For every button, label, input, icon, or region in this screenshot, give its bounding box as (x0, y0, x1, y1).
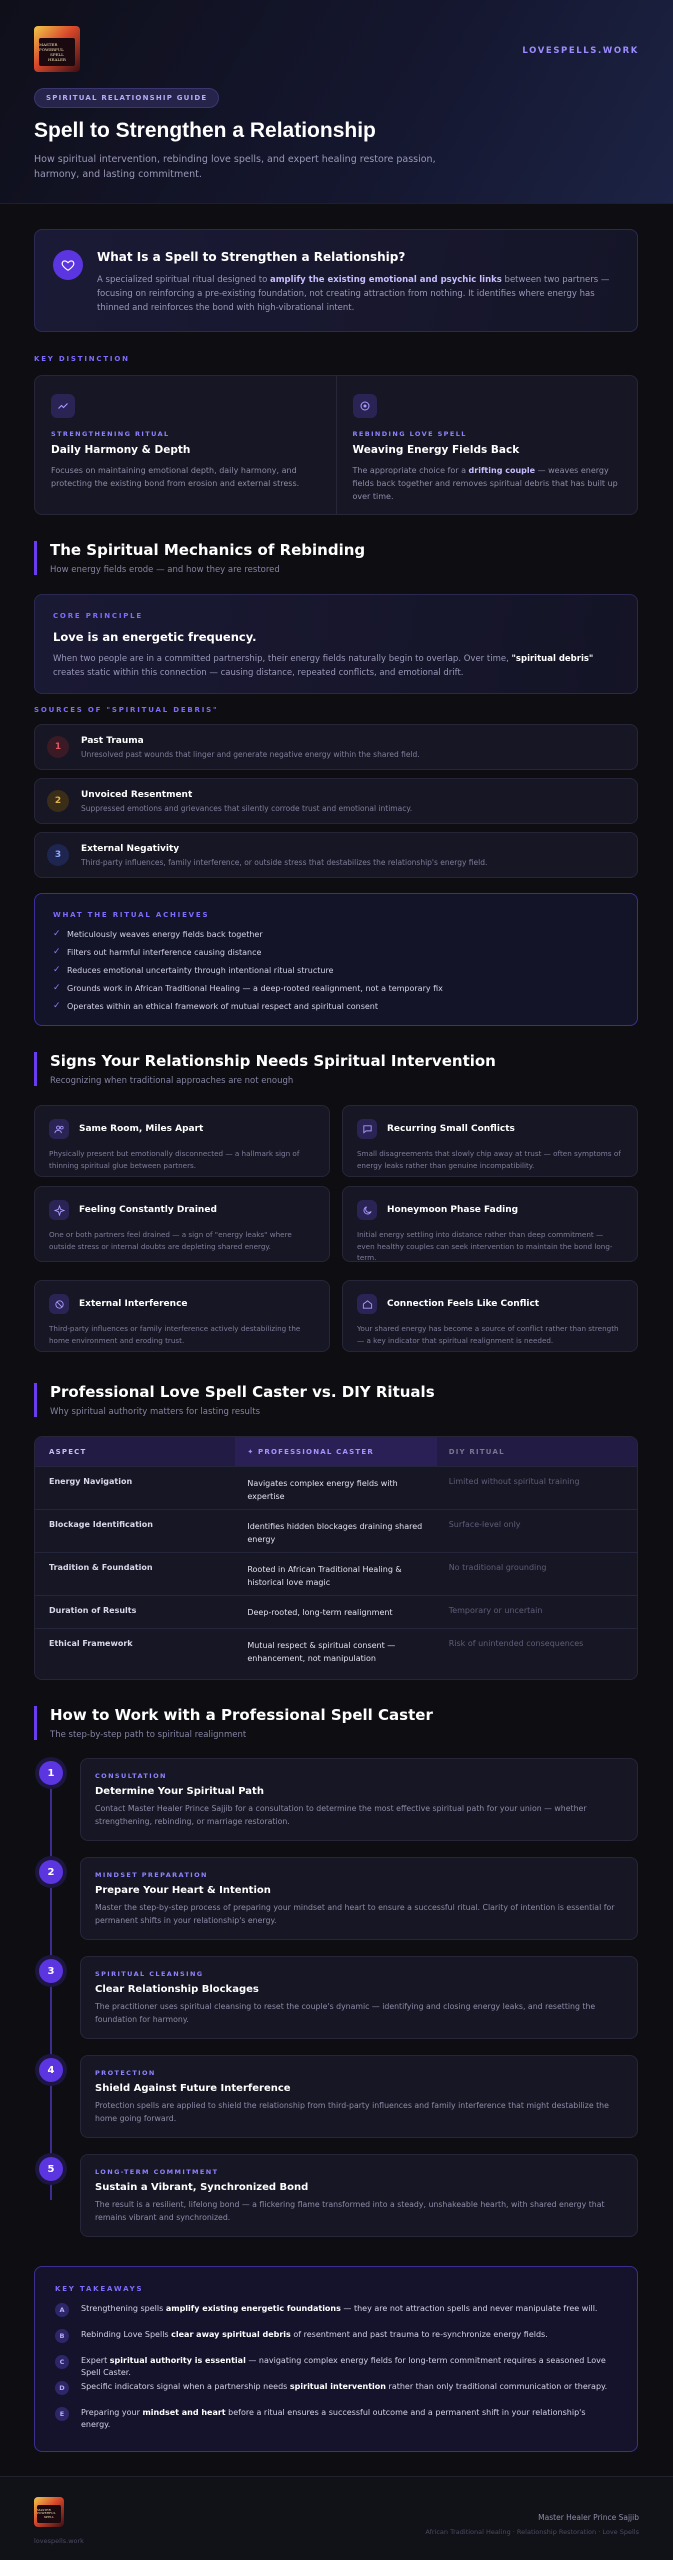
table-cell: Tradition & Foundation (49, 1563, 153, 1572)
achieve-text: Grounds work in African Traditional Healing — a deep-rooted realignment, not a temporary fix (67, 983, 443, 993)
source-text: Unresolved past wounds that linger and generate negative energy within the shared field. (81, 749, 420, 759)
logo-line: SPELL (43, 2514, 55, 2519)
chat-icon (357, 1119, 377, 1139)
takeaway-part: Specific indicators signal when a partnership needs (81, 2382, 290, 2391)
section-title: Professional Love Spell Caster vs. DIY Rituals (50, 1383, 435, 1401)
step-number: 3 (39, 1959, 63, 1983)
takeaway-part: Expert (81, 2356, 110, 2365)
section-subtitle: How energy fields erode — and how they are restored (50, 565, 280, 575)
sign-head (49, 1200, 315, 1220)
section-title: The Spiritual Mechanics of Rebinding (50, 541, 366, 559)
section-subtitle: The step-by-step path to spiritual realignment (50, 1730, 247, 1740)
distinction-right (336, 376, 638, 514)
table-cell: Rooted in African Traditional Healing & historical love magic (247, 1565, 402, 1587)
sign-title: External Interference (79, 1299, 188, 1309)
step-number: 2 (39, 1860, 63, 1884)
sparkle-icon (49, 1200, 69, 1220)
sign-text: One or both partners feel drained — a sign of "energy leaks" where outside stress or internal doubts are depleting shared energy. (49, 1230, 292, 1251)
sign-text: Third-party influences or family interference actively destabilizing the home environment and eroding trust. (49, 1324, 301, 1345)
sign-card (34, 1186, 330, 1262)
takeaway-bold: mindset and heart (142, 2408, 226, 2417)
source-item (34, 778, 638, 824)
sign-text: Initial energy settling into distance rather than deep commitment — even healthy couples can seek intervention to maintain the bond long-term. (357, 1230, 613, 1262)
people-icon (49, 1119, 69, 1139)
source-body (81, 844, 487, 867)
achieve-item (53, 961, 619, 979)
takeaway-part: rather than only traditional communication or therapy. (385, 2382, 608, 2391)
intro-card (34, 229, 638, 332)
step-text: The result is a resilient, lifelong bond — a flickering flame transformed into a steady, unshakeable hearth, with shared energy that remains vibrant and synchronized. (95, 2200, 605, 2222)
takeaway-item (55, 2303, 617, 2327)
step-text: Protection spells are applied to shield the relationship from third-party influences and family interference that might destabilize the home going forward. (95, 2101, 609, 2123)
logo-line: MASTER POWERFUL (37, 2507, 56, 2516)
intro-text (97, 273, 619, 315)
distinction-tag: REBINDING LOVE SPELL (352, 430, 467, 438)
table-row (35, 1595, 637, 1628)
achieve-text: Operates within an ethical framework of mutual respect and spiritual consent (67, 1001, 379, 1011)
section-title: Signs Your Relationship Needs Spiritual Intervention (50, 1052, 496, 1070)
core-text-bold: "spiritual debris" (511, 654, 594, 664)
takeaway-text (81, 2407, 617, 2431)
comparison-table (34, 1436, 638, 1680)
logo-line: MASTER POWERFUL (39, 42, 64, 52)
distinction-left (35, 376, 336, 514)
sign-title: Connection Feels Like Conflict (387, 1299, 540, 1309)
header-cell: DIY RITUAL (448, 1447, 505, 1456)
step-card (80, 1857, 638, 1940)
table-cell: Limited without spiritual training (448, 1477, 580, 1486)
table-cell: Ethical Framework (49, 1639, 133, 1648)
takeaways-list (55, 2303, 617, 2431)
source-text: Third-party influences, family interference, or outside stress that destabilizes the relationship's energy field. (81, 857, 488, 867)
takeaway-letter: A (55, 2303, 69, 2317)
takeaway-bold: spiritual intervention (289, 2382, 386, 2391)
sources-eyebrow: SOURCES OF "SPIRITUAL DEBRIS" (34, 706, 219, 714)
source-title: Unvoiced Resentment (81, 789, 193, 800)
sign-title: Feeling Constantly Drained (79, 1205, 217, 1215)
home-icon (357, 1294, 377, 1314)
check-icon: ✓ (53, 983, 61, 993)
distinction-text-part: — weaves energy fields back together and removes spiritual debris that has built up over time. (352, 466, 618, 501)
step-tag: LONG-TERM COMMITMENT (95, 2168, 219, 2176)
check-icon: ✓ (53, 1001, 61, 1011)
logo-text (39, 38, 75, 66)
step-text: The practitioner uses spiritual cleansing to reset the couple's dynamic — identifying and closing energy leaks, and resetting the foundation for harmony. (95, 2002, 596, 2024)
takeaway-item (55, 2381, 617, 2405)
step-number: 5 (39, 2157, 63, 2181)
table-cell: Blockage Identification (49, 1520, 153, 1529)
guide-pill: SPIRITUAL RELATIONSHIP GUIDE (34, 88, 219, 108)
source-number: 1 (47, 736, 69, 758)
page-lead: How spiritual intervention, rebinding love spells, and expert healing restore passion, harmony, and lasting commitment. (34, 154, 436, 180)
takeaway-text (81, 2355, 617, 2379)
sign-card (342, 1186, 638, 1262)
table-row (35, 1628, 637, 1671)
achieve-tag: WHAT THE RITUAL ACHIEVES (53, 911, 210, 919)
distinction-text: Focuses on maintaining emotional depth, daily harmony, and protecting the existing bond from erosion and external stress. (51, 466, 300, 488)
table-row (35, 1509, 637, 1552)
step-card (80, 1956, 638, 2039)
table-cell: Identifies hidden blockages draining shared energy (247, 1522, 423, 1544)
sign-text: Small disagreements that slowly chip away at trust — often symptoms of energy leaks rather than genuine incompatibility. (357, 1149, 621, 1170)
heart-icon (53, 250, 83, 280)
page-footer (0, 2476, 673, 2560)
check-icon: ✓ (53, 947, 61, 957)
check-icon: ✓ (53, 929, 61, 939)
takeaway-part: before a ritual ensures a successful outcome and a permanent shift in your relationship's energy. (81, 2408, 586, 2429)
step-card (80, 2154, 638, 2237)
step-title: Prepare Your Heart & Intention (95, 1885, 271, 1896)
takeaway-part: — they are not attraction spells and never manipulate free will. (340, 2304, 598, 2313)
section-title: How to Work with a Professional Spell Caster (50, 1706, 433, 1724)
distinction-text-part: The appropriate choice for a (352, 466, 469, 475)
comparison-heading (34, 1383, 638, 1417)
table-cell: Risk of unintended consequences (448, 1639, 584, 1648)
footer-sub: African Traditional Healing · Relationship Restoration · Love Spells (425, 2528, 639, 2536)
intro-text-part: between two partners — focusing on reinforcing a pre-existing foundation, not creating attraction from nothing. It identifies where energy has thinned and reinforces the bond with high-vibrational intent. (97, 275, 610, 313)
step-number: 4 (39, 2058, 63, 2082)
table-row (35, 1552, 637, 1595)
source-number: 2 (47, 790, 69, 812)
step-title: Shield Against Future Interference (95, 2083, 291, 2094)
takeaways-tag: KEY TAKEAWAYS (55, 2285, 144, 2293)
distinction-text-bold: drifting couple (468, 466, 536, 475)
core-principle-card (34, 594, 638, 694)
step-card (80, 2055, 638, 2138)
achieve-text: Filters out harmful interference causing distance (67, 947, 262, 957)
source-item (34, 724, 638, 770)
step-tag: MINDSET PREPARATION (95, 1871, 208, 1879)
achieve-text: Meticulously weaves energy fields back together (67, 929, 263, 939)
header-cell: ASPECT (49, 1447, 87, 1456)
step-title: Determine Your Spiritual Path (95, 1786, 264, 1797)
sign-head (357, 1294, 623, 1314)
footer-name: Master Healer Prince Sajjib (538, 2513, 639, 2522)
step-title: Clear Relationship Blockages (95, 1984, 259, 1995)
takeaway-bold: clear away spiritual debris (171, 2330, 291, 2339)
sign-text: Your shared energy has become a source of conflict rather than strength — a key indicator that spiritual realignment is needed. (357, 1324, 619, 1345)
takeaway-bold: spiritual authority is essential (109, 2356, 246, 2365)
step-text: Master the step-by-step process of preparing your mindset and heart to ensure a successful ritual. Clarity of intention is essential for permanent shifts in your relationship's energy. (95, 1903, 615, 1925)
achieve-item (53, 979, 619, 997)
takeaway-part: Preparing your (81, 2408, 143, 2417)
footer-logo[interactable] (34, 2497, 64, 2527)
takeaway-text (81, 2329, 548, 2341)
mechanics-heading (34, 541, 638, 575)
distinction-tag: STRENGTHENING RITUAL (51, 430, 170, 438)
distinction-eyebrow: KEY DISTINCTION (34, 355, 130, 363)
takeaway-letter: E (55, 2407, 69, 2421)
step-text: Contact Master Healer Prince Sajjib for a consultation to determine the most effective spiritual path for your union — whether strengthening, rebinding, or marriage restoration. (95, 1804, 587, 1826)
table-cell: Mutual respect & spiritual consent — enhancement, not manipulation (247, 1641, 396, 1663)
logo-line: HEALER (48, 57, 66, 62)
process-heading (34, 1706, 638, 1740)
achieve-list (53, 925, 619, 1015)
source-body (81, 736, 420, 759)
takeaway-bold: amplify existing energetic foundations (165, 2304, 341, 2313)
step-tag: SPIRITUAL CLEANSING (95, 1970, 204, 1978)
achieve-item (53, 943, 619, 961)
step-title: Sustain a Vibrant, Synchronized Bond (95, 2182, 309, 2193)
page-title: Spell to Strengthen a Relationship (34, 119, 376, 142)
sign-head (357, 1200, 623, 1220)
distinction-title: Weaving Energy Fields Back (352, 444, 520, 456)
check-icon: ✓ (53, 965, 61, 975)
site-link[interactable]: LOVESPELLS.WORK (522, 46, 639, 56)
takeaway-text (81, 2303, 597, 2315)
takeaway-part: — navigating complex energy fields for long-term commitment requires a seasoned Love Spell Caster. (81, 2356, 606, 2377)
table-row (35, 1466, 637, 1509)
core-text-part: creates static within this connection — causing distance, repeated conflicts, and emotional drift. (53, 668, 464, 678)
sign-title: Same Room, Miles Apart (79, 1124, 204, 1134)
sign-head (49, 1294, 315, 1314)
takeaway-letter: C (55, 2355, 69, 2369)
trend-icon (51, 394, 75, 418)
source-number: 3 (47, 844, 69, 866)
intro-text-bold: amplify the existing emotional and psychic links (269, 275, 502, 285)
step-card (80, 1758, 638, 1841)
table-cell: Navigates complex energy fields with expertise (247, 1479, 398, 1501)
intro-title: What Is a Spell to Strengthen a Relationship? (97, 250, 406, 264)
logo-text (37, 2505, 61, 2523)
sign-head (49, 1119, 315, 1139)
core-text-part: When two people are in a committed partnership, their energy fields naturally begin to overlap. Over time, (53, 654, 512, 664)
takeaway-part: of resentment and past trauma to re-synchronize energy fields. (290, 2330, 548, 2339)
sign-card (34, 1105, 330, 1177)
sign-head (357, 1119, 623, 1139)
distinction-text (353, 464, 622, 503)
takeaway-item (55, 2407, 617, 2431)
distinction-card (34, 375, 638, 515)
achieve-card (34, 893, 638, 1026)
intro-text-part: A specialized spiritual ritual designed to (97, 275, 270, 285)
hero-header (0, 0, 673, 204)
takeaway-part: Rebinding Love Spells (81, 2330, 172, 2339)
sign-title: Honeymoon Phase Fading (387, 1205, 519, 1215)
takeaway-item (55, 2329, 617, 2353)
achieve-item (53, 997, 619, 1015)
source-title: Past Trauma (81, 735, 144, 746)
takeaway-letter: D (55, 2381, 69, 2395)
takeaway-text (81, 2381, 607, 2393)
sign-card (342, 1280, 638, 1352)
table-cell: No traditional grounding (448, 1563, 547, 1572)
core-text (53, 652, 619, 680)
source-title: External Negativity (81, 843, 180, 854)
table-header (35, 1437, 637, 1466)
achieve-item (53, 925, 619, 943)
takeaway-part: Strengthening spells (81, 2304, 166, 2313)
table-cell: Surface-level only (448, 1520, 521, 1529)
source-item (34, 832, 638, 878)
header-cell: ✦ PROFESSIONAL CASTER (235, 1437, 436, 1466)
table-cell: Duration of Results (49, 1606, 137, 1615)
moon-icon (357, 1200, 377, 1220)
section-subtitle: Recognizing when traditional approaches are not enough (50, 1076, 294, 1086)
footer-copy[interactable]: lovespells.work (34, 2537, 84, 2545)
step-tag: PROTECTION (95, 2069, 156, 2077)
logo-line: SPELL (50, 52, 64, 57)
source-body (81, 790, 412, 813)
site-logo[interactable] (34, 26, 80, 72)
distinction-title: Daily Harmony & Depth (51, 444, 191, 456)
core-title: Love is an energetic frequency. (53, 630, 257, 644)
sign-title: Recurring Small Conflicts (387, 1124, 515, 1134)
table-cell: Energy Navigation (49, 1477, 133, 1486)
target-icon (353, 394, 377, 418)
block-icon (49, 1294, 69, 1314)
table-cell: Temporary or uncertain (448, 1606, 543, 1615)
table-cell: Deep-rooted, long-term realignment (247, 1608, 393, 1617)
sign-text: Physically present but emotionally disconnected — a hallmark sign of thinning spiritual glue between partners. (49, 1149, 300, 1170)
signs-heading (34, 1052, 638, 1086)
core-tag: CORE PRINCIPLE (53, 612, 143, 620)
takeaway-letter: B (55, 2329, 69, 2343)
sign-card (342, 1105, 638, 1177)
section-subtitle: Why spiritual authority matters for lasting results (50, 1407, 261, 1417)
source-text: Suppressed emotions and grievances that silently corrode trust and emotional intimacy. (81, 803, 413, 813)
takeaway-item (55, 2355, 617, 2379)
takeaways-card (34, 2266, 638, 2452)
step-tag: CONSULTATION (95, 1772, 167, 1780)
achieve-text: Reduces emotional uncertainty through intentional ritual structure (67, 965, 334, 975)
sign-card (34, 1280, 330, 1352)
step-number: 1 (39, 1761, 63, 1785)
